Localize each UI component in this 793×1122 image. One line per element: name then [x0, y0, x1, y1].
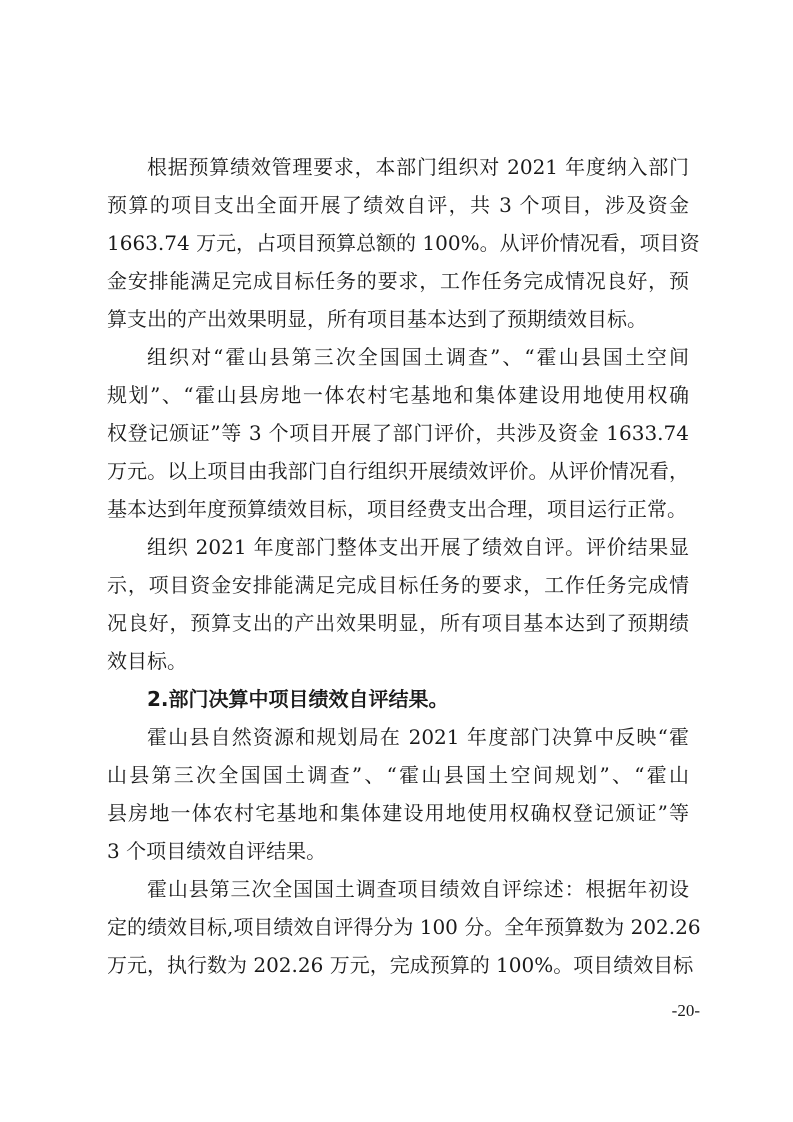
paragraph-3-line-4: 效目标。 — [107, 649, 187, 673]
body-text — [107, 148, 701, 984]
paragraph-1-line-1: 根据预算绩效管理要求，本部门组织对 2021 年度纳入部门 — [147, 155, 689, 179]
page-number: -20- — [671, 1001, 700, 1020]
paragraph-3-line-1: 组织 2021 年度部门整体支出开展了绩效自评。评价结果显 — [147, 535, 689, 559]
paragraph-2-line-4: 万元。以上项目由我部门自行组织开展绩效评价。从评价情况看， — [107, 459, 689, 483]
paragraph-2-line-3: 权登记颁证”等 3 个项目开展了部门评价，共涉及资金 1633.74 — [107, 421, 689, 445]
paragraph-5-line-1: 霍山县第三次全国国土调查项目绩效自评综述：根据年初设 — [147, 877, 689, 901]
paragraph-3-line-2: 示，项目资金安排能满足完成目标任务的要求，工作任务完成情 — [107, 573, 689, 597]
section-heading: 2.部门决算中项目绩效自评结果。 — [147, 687, 449, 711]
paragraph-4-line-1: 霍山县自然资源和规划局在 2021 年度部门决算中反映“霍 — [147, 725, 689, 749]
paragraph-2-line-1: 组织对“霍山县第三次全国国土调查”、“霍山县国土空间 — [147, 345, 689, 369]
paragraph-1-line-2: 预算的项目支出全面开展了绩效自评，共 3 个项目，涉及资金 — [107, 193, 689, 217]
paragraph-4-line-4: 3 个项目绩效自评结果。 — [107, 839, 327, 863]
paragraph-1-line-4: 金安排能满足完成目标任务的要求，工作任务完成情况良好，预 — [107, 269, 689, 293]
paragraph-3-line-3: 况良好，预算支出的产出效果明显，所有项目基本达到了预期绩 — [107, 611, 689, 635]
paragraph-2-line-2: 规划”、“霍山县房地一体农村宅基地和集体建设用地使用权确 — [107, 383, 689, 407]
paragraph-1-line-3: 1663.74 万元，占项目预算总额的 100%。从评价情况看，项目资 — [107, 231, 700, 255]
paragraph-4-line-3: 县房地一体农村宅基地和集体建设用地使用权确权登记颁证”等 — [107, 801, 689, 825]
paragraph-2-line-5: 基本达到年度预算绩效目标，项目经费支出合理，项目运行正常。 — [107, 497, 687, 521]
paragraph-4-line-2: 山县第三次全国国土调查”、“霍山县国土空间规划”、“霍山 — [107, 763, 689, 787]
paragraph-5-line-2: 定的绩效目标,项目绩效自评得分为 100 分。全年预算数为 202.26 — [107, 915, 701, 939]
paragraph-5-line-3: 万元，执行数为 202.26 万元，完成预算的 100%。项目绩效目标 — [107, 953, 694, 977]
paragraph-1-line-5: 算支出的产出效果明显，所有项目基本达到了预期绩效目标。 — [107, 307, 647, 331]
